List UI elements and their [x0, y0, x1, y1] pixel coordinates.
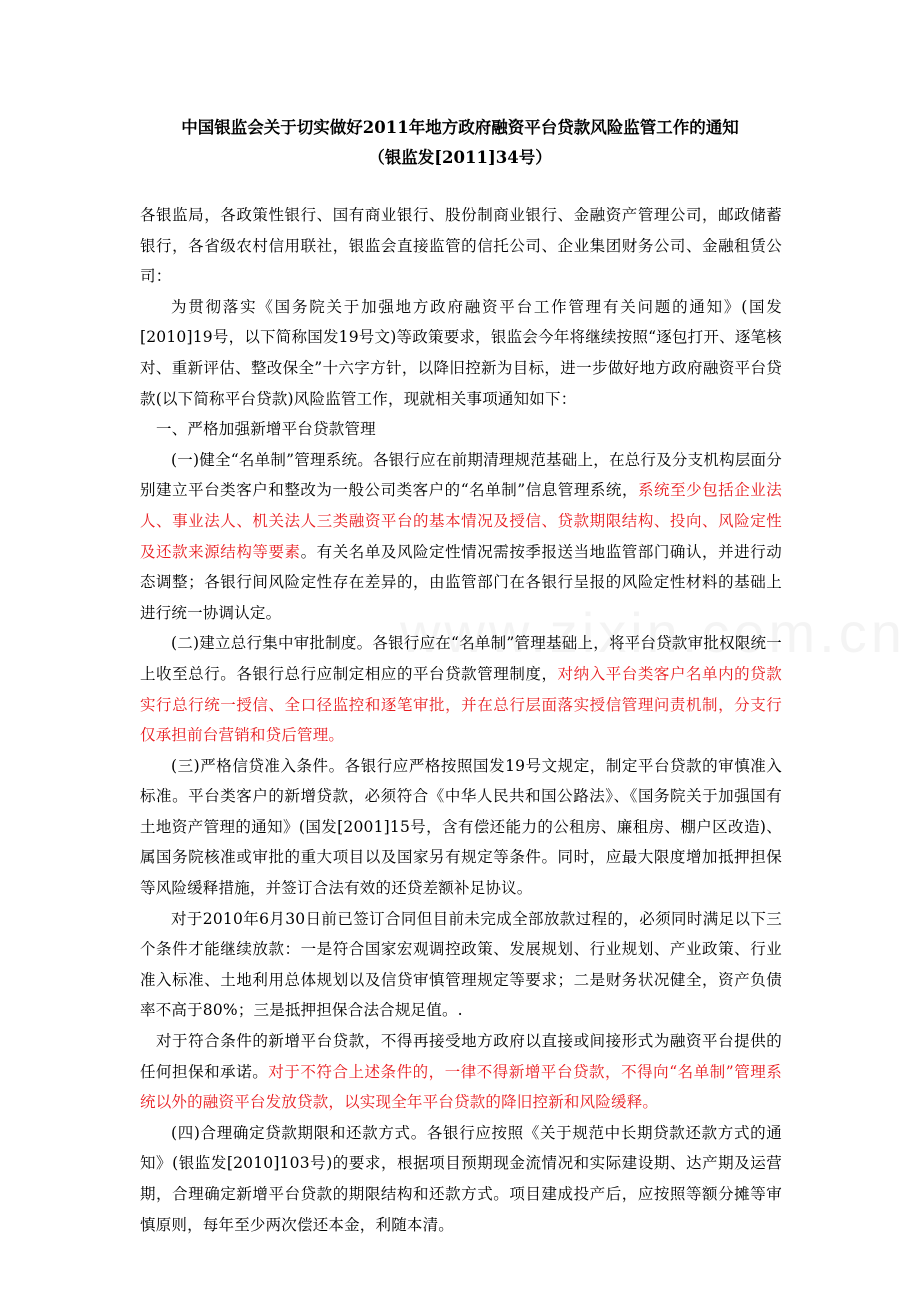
paragraph-text: (一)健全“名单制”管理系统。各银行应在前期清理规范基础上，在总行及分支机构层面分别建立平台类客户和整改为一般公司类客户的“名单制”信息管理系统，	[140, 450, 782, 500]
paragraph-item-2	[140, 628, 782, 750]
intro-paragraph: 为贯彻落实《国务院关于加强地方政府融资平台工作管理有关问题的通知》(国发[2010]19号，以下简称国发19号文)等政策要求，银监会今年将继续按照“逐包打开、逐笔核对、重新评估、整改保全”十六字方针，以降旧控新为目标，进一步做好地方政府融资平台贷款(以下简称平台贷款)风险监管工作，现就相关事项通知如下：	[140, 297, 782, 408]
paragraph-text: 。有关名单及风险定性情况需按季报送当地监管部门确认，并进行动态调整；各银行间风险定性存在差异的，由监管部门在各银行呈报的风险定性材料的基础上进行统一协调认定。	[140, 542, 782, 622]
highlighted-text: 对于不符合上述条件的，一律不得新增平台贷款，不得向“名单制”管理系统以外的融资平台发放贷款，以实现全年平台贷款的降旧控新和风险缓释。	[140, 1062, 782, 1112]
section-heading: 一、严格加强新增平台贷款管理	[156, 420, 376, 439]
paragraph-guarantee	[140, 1026, 782, 1118]
document-number: （银监发[2011]34号）	[368, 148, 552, 167]
highlighted-text: 对纳入平台类客户名单内的贷款实行总行统一授信、全口径监控和逐笔审批，并在总行层面落实授信管理问责机制，分支行仅承担前台营销和贷后管理。	[140, 664, 782, 745]
document-title: 中国银监会关于切实做好2011年地方政府融资平台贷款风险监管工作的通知	[181, 118, 739, 137]
paragraph-loan-conditions: 对于2010年6月30日前已签订合同但目前未完成全部放款过程的，必须同时满足以下三个条件才能继续放款：一是符合国家宏观调控政策、发展规划、行业规划、产业政策、行业准入标准、土地利用总体规划以及信贷审慎管理规定等要求；二是财务状况健全，资产负债率不高于80%；三是抵押担保合法合规足值。.	[140, 909, 782, 1020]
paragraph-text: (二)建立总行集中审批制度。各银行应在“名单制”管理基础上，将平台贷款审批权限统一上收至总行。各银行总行应制定相应的平台贷款管理制度，	[140, 634, 782, 683]
paragraph-item-4: (四)合理确定贷款期限和还款方式。各银行应按照《关于规范中长期贷款还款方式的通知》(银监发[2010]103号)的要求，根据项目预期现金流情况和实际建设期、达产期及运营期，合理确定新增平台贷款的期限结构和还款方式。项目建成投产后，应按照等额分摊等审慎原则，每年至少两次偿还本金，利随本清。	[140, 1123, 782, 1234]
addressees-paragraph: 各银监局，各政策性银行、国有商业银行、股份制商业银行、金融资产管理公司，邮政储蓄银行，各省级农村信用联社，银监会直接监管的信托公司、企业集团财务公司、金融租赁公司：	[140, 206, 782, 286]
highlighted-text: 系统至少包括企业法人、事业法人、机关法人三类融资平台的基本情况及授信、贷款期限结构、投向、风险定性及还款来源结构等要素	[140, 481, 782, 561]
paragraph-item-1	[140, 445, 782, 629]
paragraph-item-3: (三)严格信贷准入条件。各银行应严格按照国发19号文规定，制定平台贷款的审慎准入标准。平台类客户的新增贷款，必须符合《中华人民共和国公路法》、《国务院关于加强国有土地资产管理的通知》(国发[2001]15号，含有偿还能力的公租房、廉租房、棚户区改造)、属国务院核准或审批的重大项目以及国家另有规定等条件。同时，应最大限度增加抵押担保等风险缓释措施，并签订合法有效的还贷差额补足协议。	[140, 756, 782, 898]
document-body	[140, 200, 782, 1240]
paragraph-text: 对于符合条件的新增平台贷款，不得再接受地方政府以直接或间接形式为融资平台提供的任何担保和承诺。	[140, 1032, 782, 1081]
